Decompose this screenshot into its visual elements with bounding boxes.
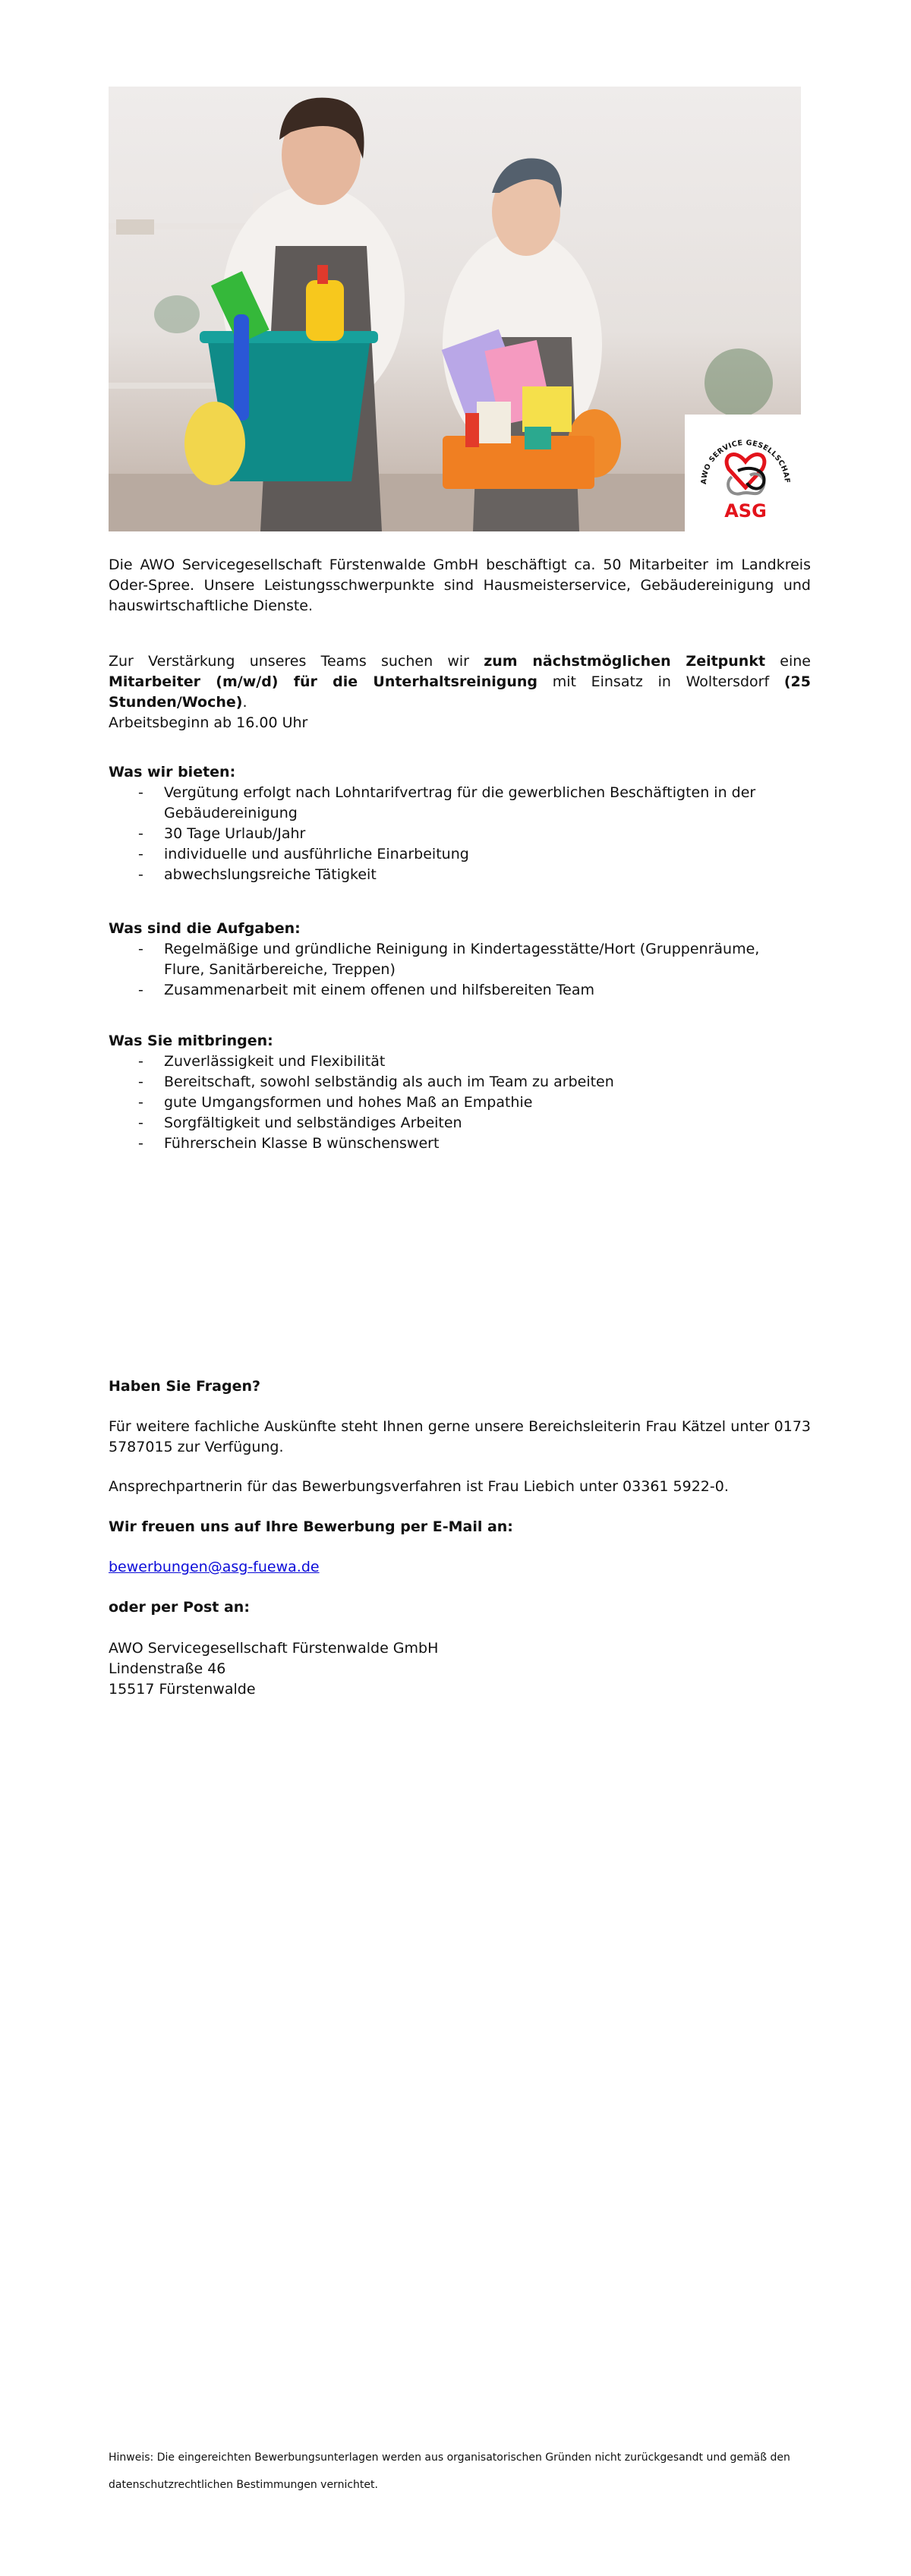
contact-info: Für weitere fachliche Auskünfte steht Ihnen gerne unsere Bereichsleiterin Frau Kätzel unter 0173 5787015 zur Verfügung. xyxy=(109,1418,811,1455)
bullet-dash: - xyxy=(138,846,143,862)
offer-text: Zur Verstärkung unseres Teams suchen wir xyxy=(109,653,484,670)
email-link[interactable]: bewerbungen@asg-fuewa.de xyxy=(109,1559,320,1575)
list-item: - Führerschein Klasse B wünschenswert xyxy=(109,1134,811,1154)
bullet-dash: - xyxy=(138,866,143,883)
bullet-dash: - xyxy=(138,982,143,998)
bullet-dash: - xyxy=(138,825,143,842)
bullet-dash: - xyxy=(138,1074,143,1090)
footer-note-line1: Hinweis: Die eingereichten Bewerbungsunterlagen werden aus organisatorischen Gründen nicht zurückgesandt und gemäß den xyxy=(109,2451,790,2464)
bullet-dash: - xyxy=(138,1094,143,1111)
offer-text: . xyxy=(242,694,247,711)
requirements-list xyxy=(109,1052,811,1154)
offer-text: eine xyxy=(765,653,811,670)
contact-person: Ansprechpartnerin für das Bewerbungsverfahren ist Frau Liebich unter 03361 5922-0. xyxy=(109,1478,729,1495)
list-item: - Sorgfältigkeit und selbständiges Arbeiten xyxy=(109,1113,811,1134)
bullet-dash: - xyxy=(138,1115,143,1131)
offer-start-date: zum nächstmöglichen Zeitpunkt xyxy=(484,653,766,670)
bullet-dash: - xyxy=(138,1053,143,1070)
benefits-list xyxy=(109,783,811,885)
email-line xyxy=(109,1557,811,1578)
list-item: - Zuverlässigkeit und Flexibilität xyxy=(109,1052,811,1072)
asg-logo-icon xyxy=(685,415,811,531)
logo-wordmark: ASG xyxy=(724,500,767,522)
offer-text: mit Einsatz in Woltersdorf xyxy=(537,673,784,690)
list-item: - gute Umgangsformen und hohes Maß an Empathie xyxy=(109,1093,811,1113)
section-heading-tasks: Was sind die Aufgaben: xyxy=(109,920,301,937)
tasks-list xyxy=(109,939,811,1001)
list-item: - individuelle und ausführliche Einarbeitung xyxy=(109,844,811,865)
list-item: - Vergütung erfolgt nach Lohntarifvertrag für die gewerblichen Beschäftigten in der Gebäudereinigung xyxy=(138,784,756,821)
list-item: - Bereitschaft, sowohl selbständig als auch im Team zu arbeiten xyxy=(109,1072,811,1093)
svg-text:AWO SERVICE GESELLSCHAFT FÜRST xyxy=(685,415,791,484)
intro-paragraph: Die AWO Servicegesellschaft Fürstenwalde GmbH beschäftigt ca. 50 Mitarbeiter im Landkreis Oder-Spree. Unsere Leistungsschwerpunkte sind Hausmeisterservice, Gebäudereinigung und hauswirtschaftliche Dienste. xyxy=(109,557,811,614)
address-city: 15517 Fürstenwalde xyxy=(109,1681,256,1698)
bullet-dash: - xyxy=(138,784,143,801)
offer-paragraph xyxy=(109,651,811,713)
address-company: AWO Servicegesellschaft Fürstenwalde GmbH xyxy=(109,1640,439,1657)
contact-heading: Haben Sie Fragen? xyxy=(109,1378,261,1395)
bullet-dash: - xyxy=(138,941,143,957)
post-heading: oder per Post an: xyxy=(109,1599,250,1616)
list-item: - abwechslungsreiche Tätigkeit xyxy=(109,865,811,885)
email-heading: Wir freuen uns auf Ihre Bewerbung per E-Mail an: xyxy=(109,1518,513,1535)
list-item: - 30 Tage Urlaub/Jahr xyxy=(109,824,811,844)
section-heading-requirements: Was Sie mitbringen: xyxy=(109,1033,273,1049)
work-start: Arbeitsbeginn ab 16.00 Uhr xyxy=(109,714,308,731)
asg-logo xyxy=(685,415,811,531)
footer-note-line2: datenschutzrechtlichen Bestimmungen vernichtet. xyxy=(109,2479,378,2491)
weekly-hours: (25 Stunden/Woche) xyxy=(109,673,811,711)
section-heading-benefits: Was wir bieten: xyxy=(109,764,236,780)
list-item: - Zusammenarbeit mit einem offenen und hilfsbereiten Team xyxy=(109,980,811,1001)
bullet-dash: - xyxy=(138,1135,143,1152)
address-street: Lindenstraße 46 xyxy=(109,1660,226,1677)
logo-ring-text: AWO SERVICE GESELLSCHAF xyxy=(699,438,792,485)
list-item: - Regelmäßige und gründliche Reinigung in Kindertagesstätte/Hort (Gruppenräume, Flure, Sanitärbereiche, Treppen) xyxy=(138,941,760,978)
job-title: Mitarbeiter (m/w/d) für die Unterhaltsreinigung xyxy=(109,673,538,690)
